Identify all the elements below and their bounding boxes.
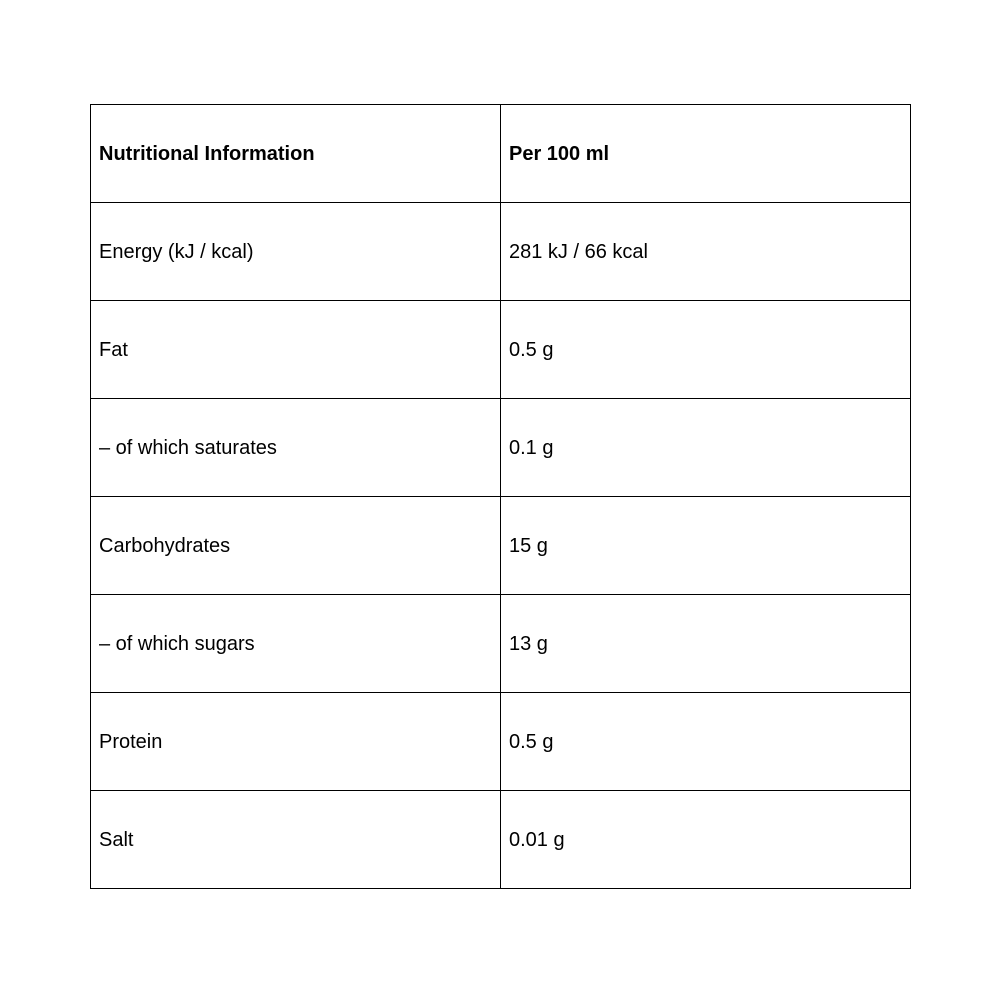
nutrient-label: Salt	[91, 791, 501, 889]
nutrient-label: Fat	[91, 301, 501, 399]
table-row	[91, 301, 911, 399]
nutrient-label: Carbohydrates	[91, 497, 501, 595]
header-per-100-ml: Per 100 ml	[501, 105, 911, 203]
nutrient-label: Energy (kJ / kcal)	[91, 203, 501, 301]
nutrient-label: – of which sugars	[91, 595, 501, 693]
table-row	[91, 203, 911, 301]
nutrient-value: 281 kJ / 66 kcal	[501, 203, 911, 301]
nutrient-label: Protein	[91, 693, 501, 791]
nutrient-value: 13 g	[501, 595, 911, 693]
nutrient-value: 0.01 g	[501, 791, 911, 889]
header-nutritional-information: Nutritional Information	[91, 105, 501, 203]
table-header-row	[91, 105, 911, 203]
table-row	[91, 791, 911, 889]
table-row	[91, 693, 911, 791]
table-row	[91, 399, 911, 497]
nutrient-label: – of which saturates	[91, 399, 501, 497]
nutrient-value: 0.1 g	[501, 399, 911, 497]
nutrient-value: 15 g	[501, 497, 911, 595]
table-row	[91, 595, 911, 693]
nutrient-value: 0.5 g	[501, 301, 911, 399]
table-row	[91, 497, 911, 595]
nutrient-value: 0.5 g	[501, 693, 911, 791]
nutrition-table	[90, 104, 911, 889]
